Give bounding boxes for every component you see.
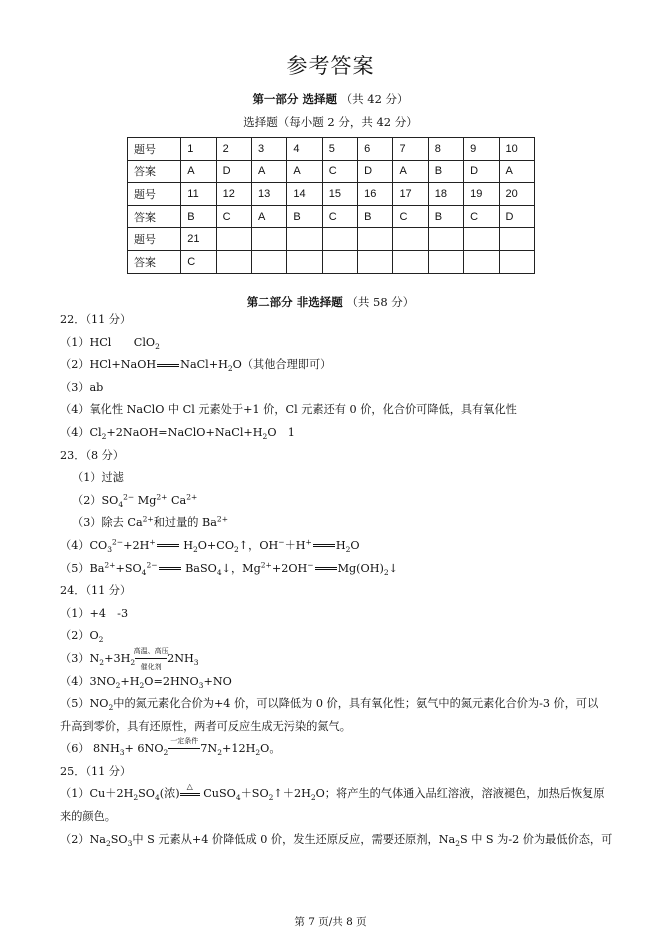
- q25-heading: 25．（11 分）: [60, 764, 132, 778]
- answer-cell: 11: [181, 183, 216, 206]
- answer-cell: [464, 228, 499, 251]
- answer-cell: [464, 250, 499, 273]
- answer-cell: 14: [287, 183, 322, 206]
- answer-cell: 13: [252, 183, 287, 206]
- q24-answer-5: $(5)NO_2$中的氮元素化合价为+4 价，可以降低为 0 价，具有氧化性；氨气中的氮元素化合价为-3 价，可以升高到零价，具有还原性，两者可反应生成无污染的氮气。: [60, 697, 599, 733]
- row-label-cell: 题号: [128, 228, 181, 251]
- answer-table-row: [128, 250, 535, 273]
- q23-answer-4: $(4)CO_3^{2-}+2H^+$ $H_2O+CO_2↑$，OH−＋H+ $H_2O$: [60, 537, 360, 555]
- answer-cell: C: [393, 205, 428, 228]
- q22-answer-4: （4）氧化性 NaClO 中 Cl 元素处于+1 价，Cl 元素还有 0 价，化合价可降低，具有氧化性: [60, 403, 517, 417]
- answer-table-row: [128, 160, 535, 183]
- answer-cell: [287, 250, 322, 273]
- reaction-condition-arrow-2: 一定条件: [168, 744, 200, 754]
- answer-cell: A: [252, 205, 287, 228]
- answer-cell: A: [287, 160, 322, 183]
- q22-answer-2: （2）HCl+NaOH $NaCl+H_2O$（其他合理即可）: [60, 358, 332, 374]
- answer-cell: B: [287, 205, 322, 228]
- answer-cell: D: [216, 160, 251, 183]
- answer-cell: [499, 250, 534, 273]
- answer-cell: 10: [499, 138, 534, 161]
- answer-cell: D: [464, 160, 499, 183]
- answer-cell: 16: [358, 183, 393, 206]
- answer-cell: 1: [181, 138, 216, 161]
- answer-cell: C: [216, 205, 251, 228]
- answer-cell: C: [322, 205, 357, 228]
- answer-cell: B: [181, 205, 216, 228]
- answer-cell: [358, 228, 393, 251]
- q22-answer-5: $(4)Cl_2+2NaOH=NaClO+NaCl+H_2O$ 1: [60, 425, 295, 442]
- answer-cell: A: [252, 160, 287, 183]
- q24-answer-4: $(4)3NO_2+H_2O=2HNO_3+NO$: [60, 674, 232, 690]
- page-footer: 第 7 页/共 8 页: [294, 916, 367, 928]
- answer-table-row: [128, 138, 535, 161]
- answer-cell: 8: [428, 138, 463, 161]
- row-label-cell: 题号: [128, 138, 181, 161]
- q23-answer-5: $(5)Ba^{2+}+SO_4^{2-}$ BaSO$_4$↓，$Mg^{2+}+2OH^-$ $Mg(OH)_2↓$: [60, 559, 398, 577]
- answer-cell: 18: [428, 183, 463, 206]
- heat-symbol: △: [180, 789, 200, 799]
- q24-answer-6: （6） $8NH_3+ 6NO_2$ 一定条件 $7N_2+12H_2O$。: [60, 737, 281, 758]
- q24-heading: 24．（11 分）: [60, 584, 132, 598]
- answer-cell: 19: [464, 183, 499, 206]
- answer-cell: 21: [181, 228, 216, 251]
- answer-cell: [499, 228, 534, 251]
- answer-cell: [428, 250, 463, 273]
- answer-table-row: [128, 228, 535, 251]
- answer-cell: 2: [216, 138, 251, 161]
- answer-cell: 20: [499, 183, 534, 206]
- q25-answer-1: $(1)Cu+2H_2SO_4$(浓) △ $CuSO_4+SO_2↑+2H_2O$；将产生的气体通入品红溶液，溶液褪色，加热后恢复原来的颜色。: [60, 782, 605, 824]
- answer-cell: D: [499, 205, 534, 228]
- answer-cell: [393, 250, 428, 273]
- row-label-cell: 答案: [128, 205, 181, 228]
- row-label-cell: 答案: [128, 160, 181, 183]
- answer-cell: C: [322, 160, 357, 183]
- answer-cell: 5: [322, 138, 357, 161]
- answer-cell: B: [358, 205, 393, 228]
- answer-cell: B: [428, 205, 463, 228]
- part1-heading: 第一部分 选择题 （共 42 分）: [252, 92, 409, 106]
- answer-cell: [393, 228, 428, 251]
- answer-cell: 15: [322, 183, 357, 206]
- answer-table-row: [128, 205, 535, 228]
- answer-cell: 6: [358, 138, 393, 161]
- answer-cell: 17: [393, 183, 428, 206]
- q23-answer-2: $(2)SO_4^{2-}$ $Mg^{2+}$ $Ca^{2+}$: [72, 492, 198, 509]
- q24-answer-3: $(3)N_2+3H_2$ 高温、高压 催化剂 $2NH_3$: [60, 646, 199, 671]
- answer-cell: [252, 250, 287, 273]
- row-label-cell: 题号: [128, 183, 181, 206]
- answer-cell: [216, 228, 251, 251]
- q24-answer-1: （1）+4 -3: [60, 606, 129, 620]
- answer-cell: [322, 228, 357, 251]
- page-title: 参考答案: [286, 54, 375, 78]
- row-label-cell: 答案: [128, 250, 181, 273]
- answer-cell: [322, 250, 357, 273]
- answer-cell: 3: [252, 138, 287, 161]
- answer-cell: [428, 228, 463, 251]
- q23-answer-1: （1）过滤: [72, 471, 124, 485]
- answer-cell: 12: [216, 183, 251, 206]
- reaction-condition-arrow: 高温、高压 催化剂: [133, 646, 169, 671]
- answer-cell: 7: [393, 138, 428, 161]
- answer-cell: 9: [464, 138, 499, 161]
- answers-body: [60, 309, 613, 851]
- q22-heading: 22．（11 分）: [60, 313, 132, 326]
- part1-subheading: 选择题（每小题 2 分，共 42 分）: [243, 115, 418, 129]
- answer-cell: [287, 228, 322, 251]
- answer-cell: B: [428, 160, 463, 183]
- q22-answer-3: （3）ab: [60, 380, 104, 394]
- answer-cell: A: [499, 160, 534, 183]
- answer-cell: A: [181, 160, 216, 183]
- answer-cell: 4: [287, 138, 322, 161]
- answer-table-row: [128, 183, 535, 206]
- answer-cell: C: [181, 250, 216, 273]
- answer-cell: [358, 250, 393, 273]
- answer-cell: [216, 250, 251, 273]
- q25-answer-2: $(2)Na_2SO_3$中 S 元素从+4 价降低成 0 价，发生还原反应，需要还原剂，$Na_2S$ 中 S 为-2 价为最低价态，可: [60, 832, 613, 848]
- answer-cell: C: [464, 205, 499, 228]
- part2-heading: 第二部分 非选择题 （共 58 分）: [246, 295, 415, 309]
- q22-answer-1: （1）HCl ClO$_2$: [60, 335, 160, 351]
- q23-heading: 23．（8 分）: [60, 448, 125, 462]
- answer-cell: D: [358, 160, 393, 183]
- answer-cell: A: [393, 160, 428, 183]
- answer-cell: [252, 228, 287, 251]
- answer-table: [127, 137, 535, 274]
- q23-answer-3: （3）除去 $Ca^{2+}$和过量的 $Ba^{2+}$: [72, 514, 228, 530]
- q24-answer-2: $(2)O_2$: [60, 629, 104, 645]
